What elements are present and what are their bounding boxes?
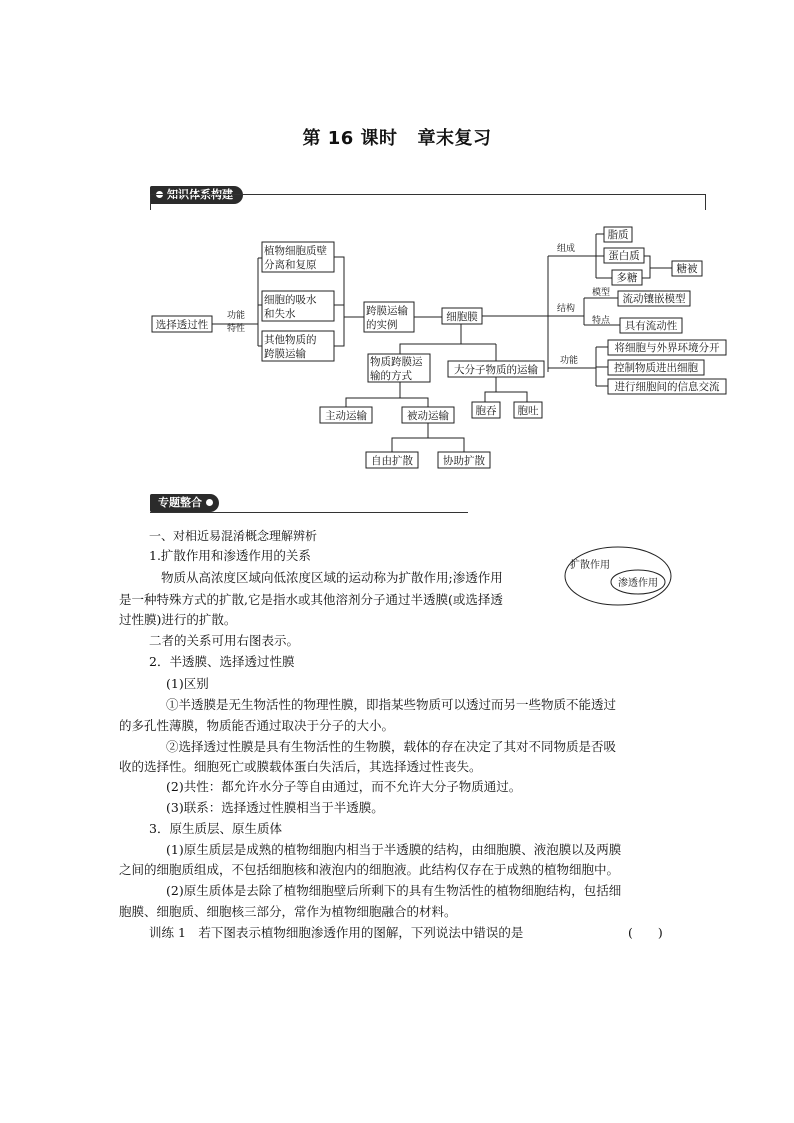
box-selective-label: 选择透过性 bbox=[155, 319, 209, 331]
paragraph-line: 过性膜)进行的扩散。 bbox=[119, 612, 237, 627]
label-model: 模型 bbox=[592, 288, 611, 298]
box-absorb-line1: 细胞的吸水 bbox=[264, 294, 317, 306]
box-lipid-label: 脂质 bbox=[607, 229, 629, 241]
box-protein-label: 蛋白质 bbox=[608, 250, 640, 262]
venn-outer-label: 扩散作用 bbox=[570, 560, 610, 571]
box-passive-label: 被动运输 bbox=[407, 410, 449, 422]
section-label: 专题整合 bbox=[158, 496, 202, 509]
bullet-dot-icon bbox=[206, 499, 213, 506]
box-ways-line2: 输的方式 bbox=[370, 370, 412, 382]
box-exo-label: 胞吐 bbox=[517, 405, 539, 417]
connector bbox=[334, 257, 344, 346]
box-endo-label: 胞吞 bbox=[475, 405, 497, 417]
box-examples-line1: 跨膜运输 bbox=[366, 305, 408, 317]
label-composition: 组成 bbox=[557, 244, 576, 254]
label-function: 功能 bbox=[226, 311, 246, 321]
box-plant-wall-line1: 植物细胞质壁 bbox=[264, 245, 327, 257]
box-macro-label: 大分子物质的运输 bbox=[454, 364, 538, 376]
paragraph-line: 的多孔性薄膜，物质能否通过取决于分子的大小。 bbox=[119, 718, 395, 733]
box-glyco-label: 糖被 bbox=[676, 263, 698, 275]
subheading-2a: (1)区别 bbox=[166, 676, 209, 691]
paragraph-line: ①半透膜是无生物活性的物理性膜，即指某些物质可以透过而另一些物质不能透过 bbox=[166, 697, 617, 712]
paragraph-line: 胞膜、细胞质、细胞核三部分，常作为植物细胞融合的材料。 bbox=[119, 904, 457, 919]
section-label: 知识体系构建 bbox=[167, 188, 233, 201]
paragraph-line: 物质从高浓度区域向低浓度区域的运动称为扩散作用;渗透作用 bbox=[161, 570, 503, 585]
box-assisted-label: 协助扩散 bbox=[443, 455, 485, 467]
box-active-label: 主动运输 bbox=[325, 410, 367, 422]
box-sugar-label: 多糖 bbox=[616, 272, 638, 284]
paragraph-line: 二者的关系可用右图表示。 bbox=[149, 633, 300, 648]
section-rule bbox=[150, 512, 468, 513]
connector bbox=[392, 423, 428, 452]
box-plant-wall-line2: 分离和复原 bbox=[264, 259, 317, 271]
box-other-line1: 其他物质的 bbox=[264, 334, 317, 346]
paragraph-line: (1)原生质层是成熟的植物细胞内相当于半透膜的结构，由细胞膜、液泡膜以及两膜 bbox=[166, 842, 622, 857]
box-f3-label: 进行细胞间的信息交流 bbox=[614, 381, 720, 393]
connector bbox=[496, 392, 527, 402]
box-feature-label: 具有流动性 bbox=[624, 320, 678, 332]
box-examples-line2: 的实例 bbox=[366, 319, 398, 331]
box-membrane-label: 细胞膜 bbox=[446, 311, 478, 323]
title-lesson: 第 16 课时 bbox=[302, 128, 398, 149]
section-header-integration bbox=[150, 494, 470, 514]
question-1: 训练 1 若下图表示植物细胞渗透作用的图解，下列说法中错误的是 bbox=[149, 925, 524, 940]
paragraph-line: 是一种特殊方式的扩散,它是指水或其他溶剂分子通过半透膜(或选择透 bbox=[119, 592, 503, 607]
title-topic: 章末复习 bbox=[417, 128, 492, 149]
paragraph-line: (2)共性：都允许水分子等自由通过，而不允许大分子物质通过。 bbox=[166, 779, 522, 794]
question-1-answer-slot: ( ) bbox=[628, 925, 663, 940]
paragraph-line: 之间的细胞质组成，不包括细胞核和液泡内的细胞液。此结构仅存在于成熟的植物细胞中。 bbox=[119, 862, 620, 877]
box-ways-line1: 物质跨膜运 bbox=[370, 356, 423, 368]
connector bbox=[428, 438, 464, 452]
connector bbox=[400, 398, 428, 407]
subheading-3: 3．原生质层、原生质体 bbox=[149, 821, 282, 836]
venn-outer bbox=[565, 547, 671, 605]
paragraph-line: 收的选择性。细胞死亡或膜载体蛋白失活后，其选择透过性丧失。 bbox=[119, 759, 482, 774]
box-model-label: 流动镶嵌模型 bbox=[622, 293, 686, 305]
concept-map bbox=[0, 0, 794, 480]
paragraph-line: (3)联系：选择透过性膜相当于半透膜。 bbox=[166, 800, 384, 815]
paragraph-line: ②选择透过性膜是具有生物活性的生物膜，载体的存在决定了其对不同物质是否吸 bbox=[166, 739, 617, 754]
subheading-1: 1.扩散作用和渗透作用的关系 bbox=[149, 548, 311, 563]
box-f1-label: 将细胞与外界环境分开 bbox=[614, 342, 720, 354]
paragraph-line: (2)原生质体是去除了植物细胞壁后所剩下的具有生物活性的植物细胞结构，包括细 bbox=[166, 883, 622, 898]
venn-diagram bbox=[562, 544, 674, 608]
subheading-2: 2．半透膜、选择透过性膜 bbox=[149, 654, 295, 669]
label-trait: 特性 bbox=[226, 324, 246, 334]
box-absorb-line2: 和失水 bbox=[264, 308, 296, 320]
connector bbox=[485, 377, 496, 402]
section-pill bbox=[150, 494, 219, 512]
heading-1: 一、对相近易混淆概念理解辨析 bbox=[149, 529, 318, 543]
box-free-label: 自由扩散 bbox=[371, 455, 413, 467]
box-f2-label: 控制物质进出细胞 bbox=[614, 362, 698, 374]
connector bbox=[346, 382, 400, 407]
label-structure: 结构 bbox=[557, 304, 576, 314]
box-other-line2: 跨膜运输 bbox=[264, 348, 306, 360]
venn-inner-label: 渗透作用 bbox=[618, 578, 658, 589]
label-feature: 特点 bbox=[592, 316, 611, 326]
label-func: 功能 bbox=[560, 356, 579, 366]
